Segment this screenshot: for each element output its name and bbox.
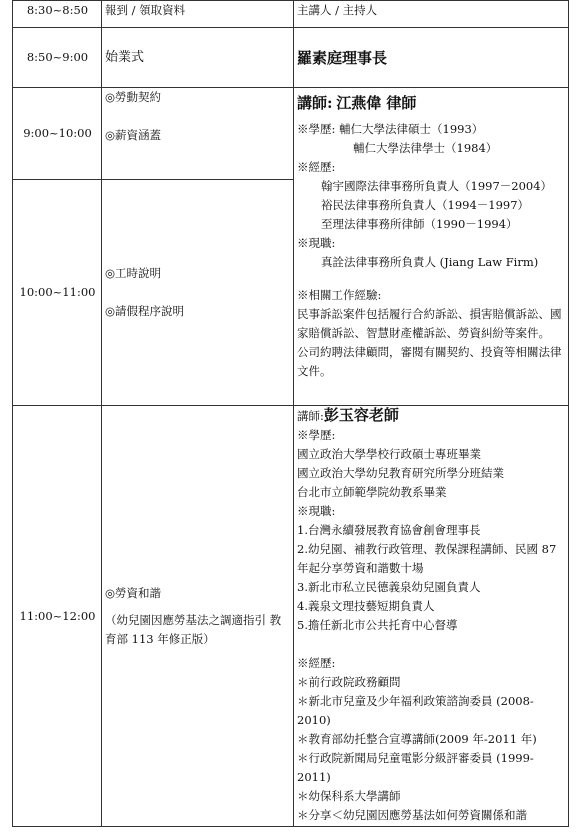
session2-edu-item: 台北市立師範學院幼教系畢業 [297, 485, 447, 499]
session2-exp-item: ＊新北市兒童及少年福利政策諮詢委員 (2008-2010) [297, 694, 534, 727]
session1-work-item: 民事訴訟案件包括履行合約訴訟、損害賠償訴訟、國家賠償訴訟、智慧財產權訴訟、勞資糾紛等案件。 [297, 307, 562, 340]
session2-now-item: 3.新北市私立民德義泉幼兒園負責人 [297, 580, 481, 594]
session1-items-a [102, 88, 294, 180]
session1-speaker-prefix: 講師: [297, 94, 333, 112]
session1-work-item: 公司約聘法律顧問，審閱有關契約、投資等相關法律文件。 [297, 345, 562, 378]
session1-item: ◎工時說明 [105, 266, 162, 280]
session1-exp-item: 裕民法律事務所負責人（1994－1997） [321, 198, 530, 212]
session2-now-label: ※現職: [297, 504, 336, 518]
session2-time: 11:00~12:00 [13, 406, 102, 827]
session2-speaker-name: 彭玉容老師 [323, 406, 399, 424]
schedule-page [12, 0, 568, 832]
opening-host-cell [294, 28, 569, 88]
opening-item [102, 28, 294, 88]
session2-edu-item: 國立政治大學幼兒教育研究所學分班結業 [297, 466, 504, 480]
session2-now-item: 4.義泉文理技藝短期負責人 [297, 599, 435, 613]
session2-exp-label: ※經歷: [297, 656, 336, 670]
session2-exp-item: ＊教育部幼托整合宣導講師(2009 年-2011 年) [297, 732, 537, 746]
session2-exp-item: ＊行政院新聞局兒童電影分級評審委員 (1999-2011) [297, 751, 534, 784]
session1-time-b: 10:00~11:00 [13, 180, 102, 406]
session2-exp-item: ＊分享＜幼兒園因應勞基法如何勞資關係和諧 [297, 808, 527, 822]
session1-exp-item: 至理法律事務所律師（1990－1994） [321, 217, 518, 231]
session2-now-item: 5.擔任新北市公共托育中心督導 [297, 618, 458, 632]
session2-row [13, 406, 569, 827]
session1-now-label: ※現職: [297, 236, 336, 250]
session2-item-note: （幼兒園因應勞基法之調適指引 教育部 113 年修正版） [105, 612, 282, 646]
session1-edu-item: 輔仁大學法律學士（1984） [353, 141, 498, 155]
session2-exp-item: ＊前行政院政務顧問 [297, 675, 401, 689]
session1-item: ◎勞動契約 [105, 90, 162, 104]
speaker-header: 主講人 / 主持人 [294, 1, 569, 28]
schedule-table [12, 0, 569, 827]
session1-now-item: 真詮法律事務所負責人 (Jiang Law Firm) [321, 255, 539, 269]
session1-items-b [102, 180, 294, 406]
session1-exp-label: ※經歷: [297, 160, 336, 174]
session2-item-cell [102, 406, 294, 827]
header-row [13, 1, 569, 28]
opening-row [13, 28, 569, 88]
session1-speaker-name: 江燕偉 律師 [336, 94, 417, 112]
session1-edu-item: 輔仁大學法律碩士（1993） [339, 122, 484, 136]
checkin-label: 報到 / 領取資料 [102, 1, 294, 28]
opening-time: 8:50~9:00 [13, 28, 102, 88]
session2-now-item: 1.台灣永續發展教育協會創會理事長 [297, 523, 481, 537]
session1-item: ◎薪資涵蓋 [105, 128, 162, 142]
session1-edu-label: ※學歷: [297, 122, 336, 136]
session1-time-a: 9:00~10:00 [13, 88, 102, 180]
opening-item-label: 始業式 [105, 49, 145, 65]
session2-edu-item: 國立政治大學學校行政碩士專班畢業 [297, 447, 481, 461]
checkin-time: 8:30~8:50 [13, 1, 102, 28]
session2-speaker-cell [294, 406, 569, 827]
session1-row-a [13, 88, 569, 180]
session1-exp-item: 翰宇國際法律事務所負責人（1997－2004） [321, 179, 553, 193]
session2-now-item: 2.幼兒園、補教行政管理、教保課程講師、民國 87 年起分享勞資和諧數十場 [297, 542, 557, 575]
session1-item: ◎請假程序說明 [105, 304, 185, 318]
session2-item: ◎勞資和諧 [105, 585, 162, 600]
session2-exp-item: ＊幼保科系大學講師 [297, 789, 401, 803]
session1-work-label: ※相關工作經驗: [297, 288, 382, 302]
session1-speaker-cell [294, 88, 569, 406]
opening-host: 羅素庭理事長 [297, 48, 388, 67]
session2-edu-label: ※學歷: [297, 428, 336, 442]
session2-speaker-prefix: 講師: [297, 409, 324, 423]
